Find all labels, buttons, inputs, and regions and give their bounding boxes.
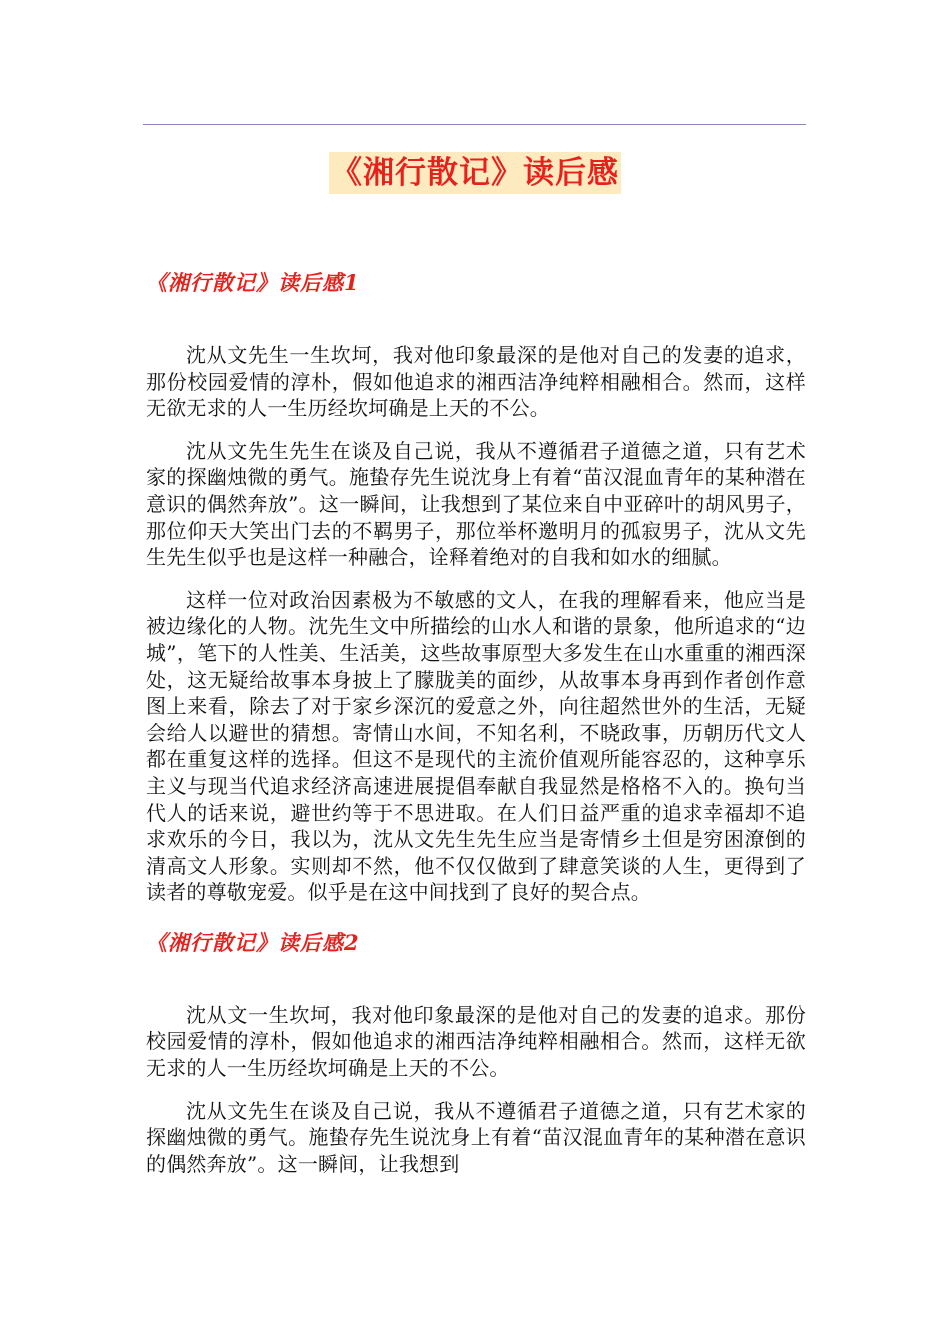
paragraph: 沈从文先生先生在谈及自己说，我从不遵循君子道德之道，只有艺术家的探幽烛微的勇气。施蛰存先生说沈身上有着“苗汉混血青年的某种潜在意识的偶然奔放”。这一瞬间，让我想到了某位来自中亚碎叶的胡风男子，那位仰天大笑出门去的不羁男子，那位举杯邀明月的孤寂男子，沈从文先生先生似乎也是这样一种融合，诠释着绝对的自我和如水的细腻。	[146, 438, 806, 570]
header-rule	[143, 124, 806, 125]
paragraph: 沈从文先生在谈及自己说，我从不遵循君子道德之道，只有艺术家的探幽烛微的勇气。施蛰存先生说沈身上有着“苗汉混血青年的某种潜在意识的偶然奔放”。这一瞬间，让我想到	[146, 1098, 806, 1176]
section-heading-2: 《湘行散记》读后感2	[146, 929, 360, 955]
document-title-text: 《湘行散记》读后感	[329, 152, 621, 194]
paragraph: 沈从文一生坎坷，我对他印象最深的是他对自己的发妻的追求。那份校园爱情的淳朴，假如他追求的湘西洁净纯粹相融相合。然而，这样无欲无求的人一生历经坎坷确是上天的不公。	[146, 1002, 806, 1081]
paragraph: 沈从文先生一生坎坷，我对他印象最深的是他对自己的发妻的追求，那份校园爱情的淳朴，假如他追求的湘西洁净纯粹相融相合。然而，这样无欲无求的人一生历经坎坷确是上天的不公。	[146, 343, 806, 421]
document-body	[146, 268, 806, 1177]
paragraph: 这样一位对政治因素极为不敏感的文人，在我的理解看来，他应当是被边缘化的人物。沈先生文中所描绘的山水人和谐的景象，他所追求的“边城”，笔下的人性美、生活美，这些故事原型大多发生在山水重重的湘西深处，这无疑给故事本身披上了朦胧美的面纱，从故事本身再到作者创作意图上来看，除去了对于家乡深沉的爱意之外，向往超然世外的生活，无疑会给人以避世的猜想。寄情山水间，不知名利，不晓政事，历朝历代文人都在重复这样的选择。但这不是现代的主流价值观所能容忍的，这种享乐主义与现当代追求经济高速进展提倡奉献自我显然是格格不入的。换句当代人的话来说，避世约等于不思进取。在人们日益严重的追求幸福却不追求欢乐的今日，我以为，沈从文先生先生应当是寄情乡土但是穷困潦倒的清高文人形象。实则却不然，他不仅仅做到了肆意笑谈的人生，更得到了读者的尊敬宠爱。似乎是在这中间找到了良好的契合点。	[146, 587, 806, 905]
document-title	[0, 152, 950, 194]
section-heading-1: 《湘行散记》读后感1	[146, 270, 360, 295]
